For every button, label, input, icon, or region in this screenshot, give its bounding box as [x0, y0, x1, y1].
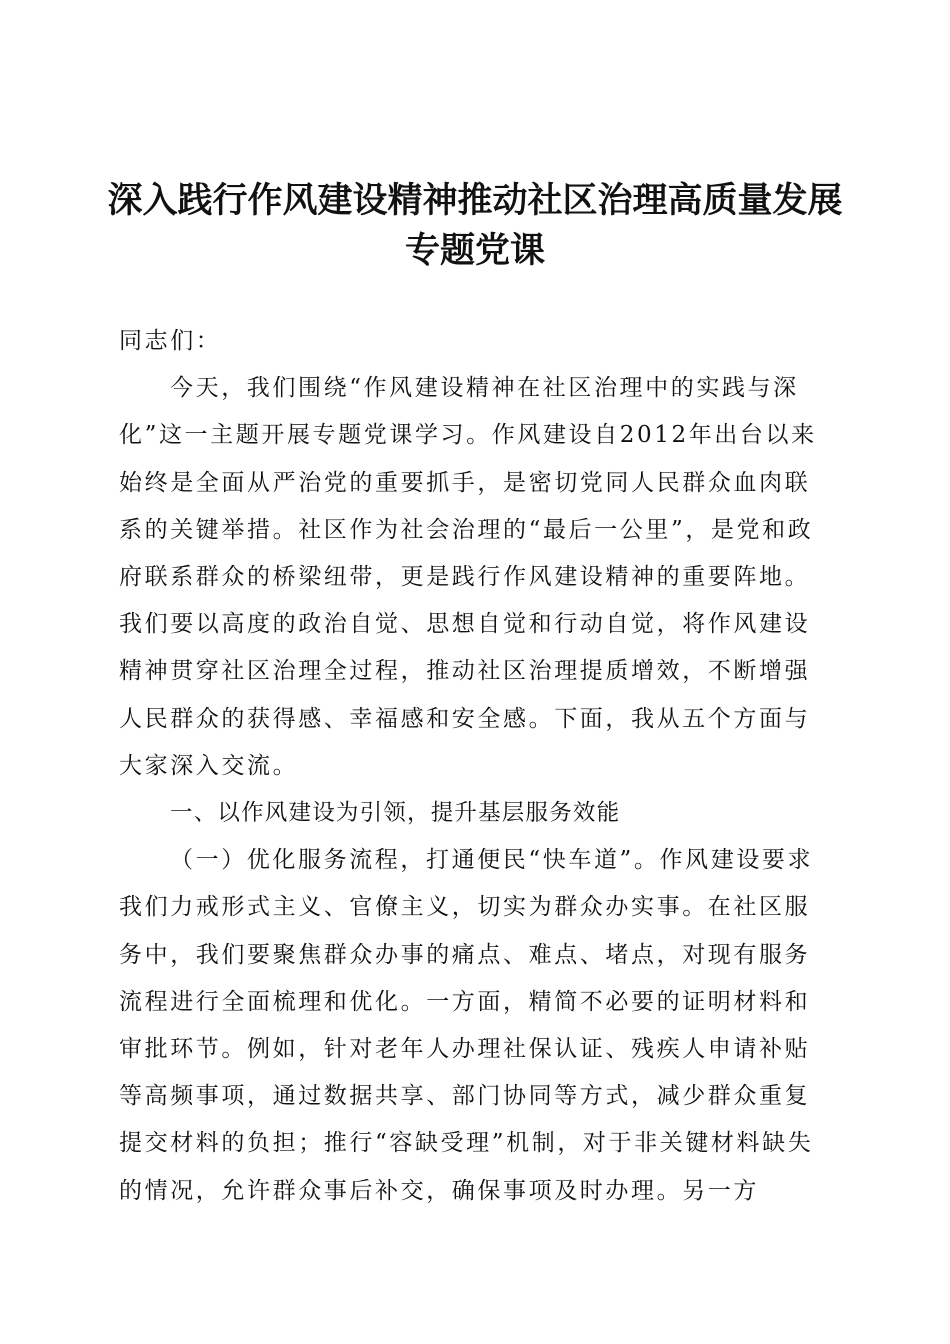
greeting: 同志们： — [119, 328, 222, 354]
document-body — [119, 318, 831, 1215]
document-title: 深入践行作风建设精神推动社区治理高质量发展专题党课 — [107, 180, 843, 271]
intro-paragraph: 今天，我们围绕“作风建设精神在社区治理中的实践与深化”这一主题开展专题党课学习。作风建设自2012年出台以来始终是全面从严治党的重要抓手，是密切党同人民群众血肉联系的关键举措。社区作为社会治理的“最后一公里”，是党和政府联系群众的桥梁纽带，更是践行作风建设精神的重要阵地。我们要以高度的政治自觉、思想自觉和行动自觉，将作风建设精神贯穿社区治理全过程，推动社区治理提质增效，不断增强人民群众的获得感、幸福感和安全感。下面，我从五个方面与大家深入交流。 — [119, 375, 817, 779]
subsection-paragraph: （一）优化服务流程，打通便民“快车道”。作风建设要求我们力戒形式主义、官僚主义，切实为群众办实事。在社区服务中，我们要聚焦群众办事的痛点、难点、堵点，对现有服务流程进行全面梳理和优化。一方面，精简不必要的证明材料和审批环节。例如，针对老年人办理社保认证、残疾人申请补贴等高频事项，通过数据共享、部门协同等方式，减少群众重复提交材料的负担；推行“容缺受理”机制，对于非关键材料缺失的情况，允许群众事后补交，确保事项及时办理。另一方 — [119, 847, 814, 1204]
section-heading: 一、以作风建设为引领，提升基层服务效能 — [170, 800, 621, 827]
